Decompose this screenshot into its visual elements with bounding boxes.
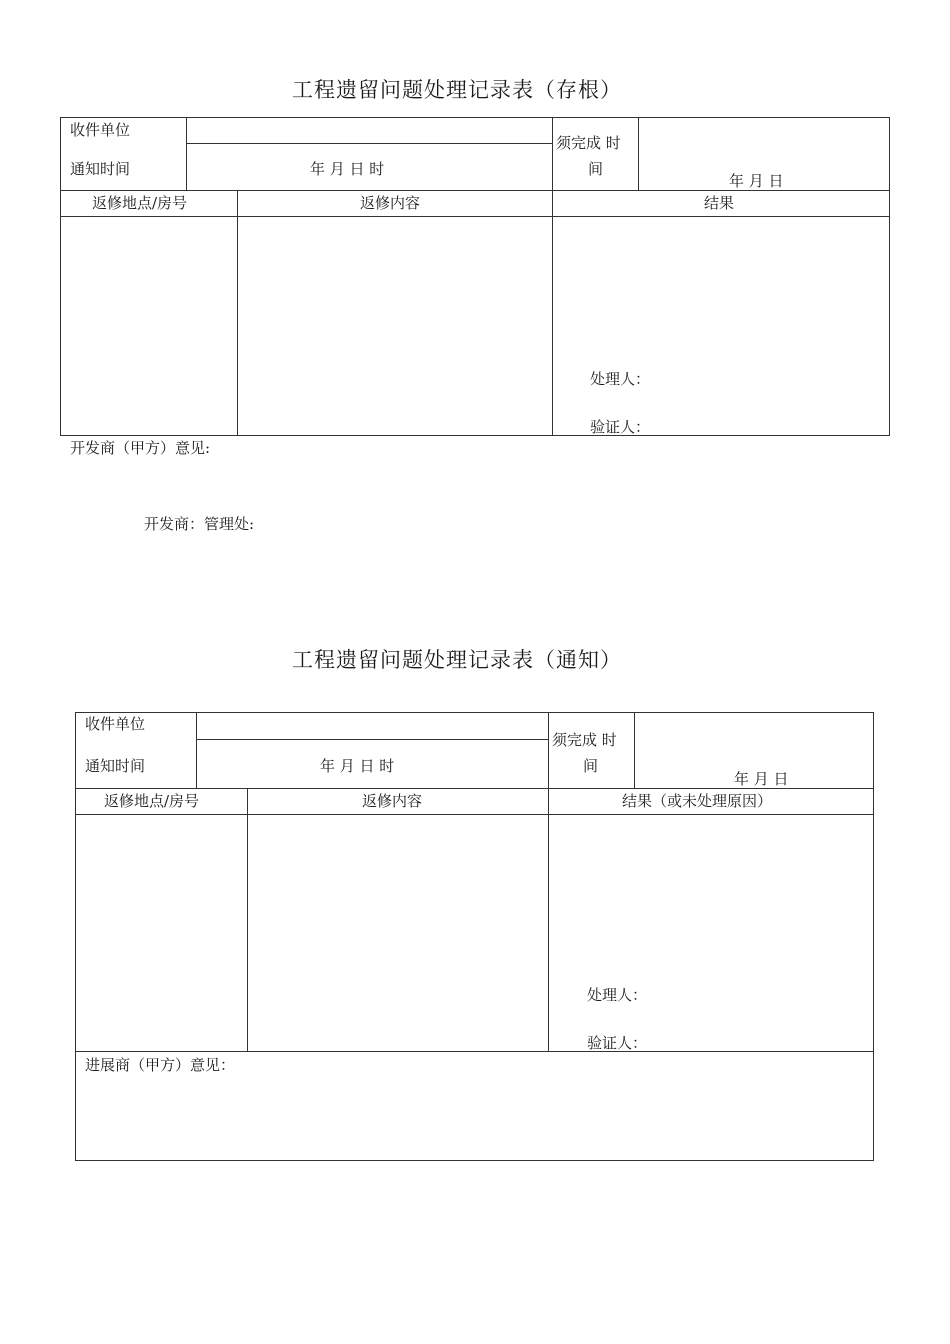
notice-receiver-field[interactable] — [198, 714, 546, 738]
stub-deadline-value[interactable]: 年 月 日 — [729, 172, 784, 190]
stub-content-cell[interactable] — [239, 218, 551, 434]
stub-signature-line: 开发商：管理处: — [144, 515, 255, 533]
stub-notice-time-value[interactable]: 年 月 日 时 — [310, 160, 385, 178]
stub-verifier-label: 验证人： — [590, 418, 651, 436]
notice-location-cell[interactable] — [77, 816, 246, 1050]
notice-notice-time-value[interactable]: 年 月 日 时 — [320, 757, 395, 775]
notice-handler-label: 处理人： — [587, 986, 648, 1004]
stub-handler-label: 处理人： — [590, 370, 651, 388]
notice-deadline-label-2: 间 — [583, 757, 599, 775]
stub-col-content: 返修内容 — [360, 194, 421, 212]
notice-col-location: 返修地点/房号 — [104, 792, 200, 810]
notice-opinion-field[interactable] — [77, 1078, 872, 1158]
notice-title: 工程遗留问题处理记录表（通知） — [292, 648, 622, 672]
notice-developer-opinion: 进展商（甲方）意见： — [85, 1056, 236, 1074]
notice-notice-time-label: 通知时间 — [85, 757, 146, 775]
stub-col-result: 结果 — [704, 194, 735, 212]
notice-col-result: 结果（或未处理原因） — [622, 792, 773, 810]
stub-location-cell[interactable] — [62, 218, 236, 434]
stub-notice-time-label: 通知时间 — [70, 160, 131, 178]
stub-title: 工程遗留问题处理记录表（存根） — [292, 78, 622, 102]
notice-receiver-label: 收件单位 — [85, 715, 146, 733]
notice-col-content: 返修内容 — [362, 792, 423, 810]
notice-deadline-label: 须完成 时 — [552, 731, 617, 749]
stub-receiver-label: 收件单位 — [70, 121, 131, 139]
stub-deadline-label-2: 间 — [588, 160, 604, 178]
stub-col-location: 返修地点/房号 — [92, 194, 188, 212]
notice-deadline-value[interactable]: 年 月 日 — [734, 770, 789, 788]
notice-content-cell[interactable] — [249, 816, 547, 1050]
stub-deadline-label: 须完成 时 — [556, 134, 621, 152]
stub-receiver-field[interactable] — [188, 119, 550, 142]
stub-developer-opinion: 开发商（甲方）意见: — [70, 439, 211, 457]
notice-verifier-label: 验证人： — [587, 1034, 648, 1052]
